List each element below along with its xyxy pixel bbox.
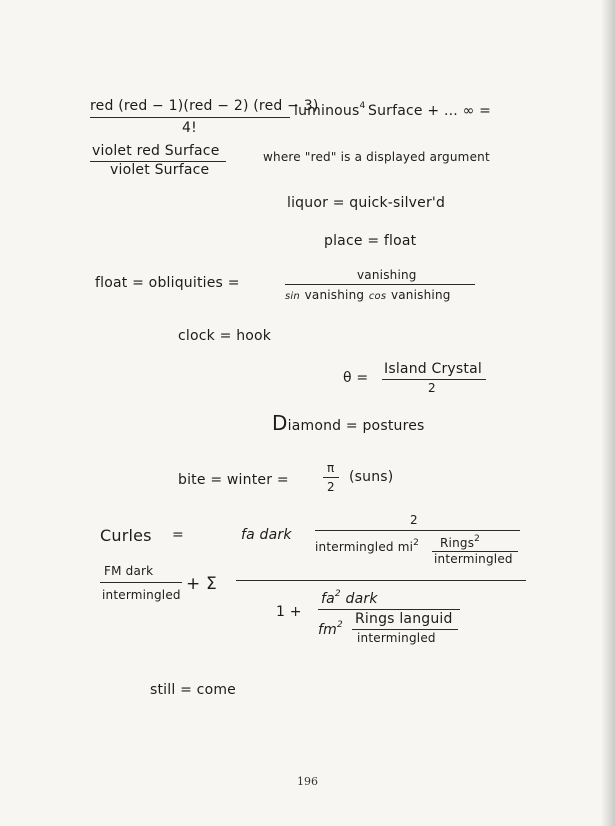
violet-numerator: violet red Surface [92, 143, 220, 159]
rings-denominator: intermingled [434, 552, 513, 566]
top-fraction-bar [315, 530, 520, 531]
red-argument-note: where "red" is a displayed argument [263, 150, 490, 164]
main-fraction-bar [236, 580, 526, 581]
vanishing-denominator: sin vanishing cos vanishing [285, 288, 451, 302]
fm-dark-fraction-bar [100, 582, 182, 583]
theta-lhs: θ = [343, 370, 369, 386]
clock-equation: clock = hook [178, 328, 272, 344]
float-lhs: float = obliquities = [95, 275, 240, 291]
fm-dark-denominator: intermingled [102, 588, 181, 602]
luminous-term: luminous$^4$ [294, 101, 366, 119]
one-plus: 1 + [276, 604, 302, 620]
vanishing-numerator: vanishing [357, 268, 417, 282]
surface-series: Surface + ... ∞ = [368, 103, 492, 119]
red-fraction-bar [90, 117, 290, 118]
pi-fraction-bar [323, 477, 339, 478]
diamond-equation: Diamond = postures [272, 411, 425, 435]
bite-lhs: bite = winter = [178, 472, 289, 488]
fa2-fraction-bar [318, 609, 460, 610]
red-fraction-numerator: red (red − 1)(red − 2) (red − 3) [90, 98, 319, 114]
page-number: 196 [297, 775, 318, 788]
rings-languid-numerator: Rings languid [355, 611, 453, 627]
rings-languid-denominator: intermingled [357, 631, 436, 645]
suns-term: (suns) [349, 469, 394, 485]
violet-denominator: violet Surface [110, 162, 210, 178]
curles-equals: = [172, 527, 184, 543]
pi-numerator: π [327, 461, 335, 475]
fm2-term: $fm^2$ [318, 620, 343, 638]
fa-dark-coefficient: fa dark [241, 527, 292, 543]
red-fraction-denominator: 4! [182, 120, 197, 136]
vanishing-fraction-bar [285, 284, 475, 285]
liquor-equation: liquor = quick-silver'd [287, 195, 446, 211]
island-crystal-numerator: Island Crystal [384, 361, 482, 377]
still-equation: still = come [150, 682, 236, 698]
plus-sigma: + Σ [186, 574, 217, 594]
intermingled-mi-term: intermingled $mi^2$ [315, 538, 420, 554]
rings-languid-fraction-bar [352, 629, 458, 630]
rings-numerator: Rings$^2$ [440, 534, 481, 550]
fm-dark-numerator: FM dark [104, 564, 154, 578]
island-crystal-denominator: 2 [428, 381, 436, 395]
place-equation: place = float [324, 233, 417, 249]
top-numerator-2: 2 [410, 513, 418, 527]
curles-lhs: Curles [100, 526, 152, 545]
pi-denominator: 2 [327, 480, 335, 494]
island-crystal-fraction-bar [382, 379, 486, 380]
fa2-dark-numerator: $fa^2$ dark [321, 589, 378, 607]
